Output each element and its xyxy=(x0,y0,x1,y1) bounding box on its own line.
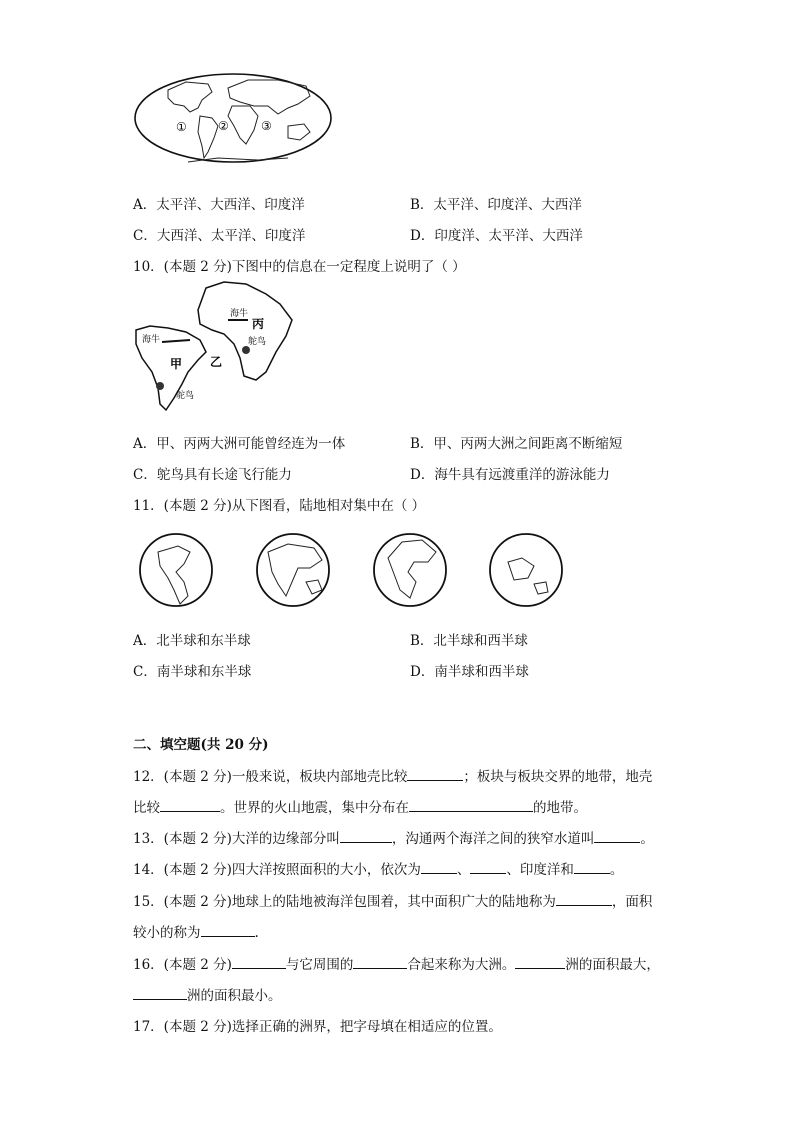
q12-text-1: 12．(本题 2 分)一般来说，板块内部地壳比较 xyxy=(133,769,408,785)
continent-africa xyxy=(228,106,258,144)
continent-north-america xyxy=(168,82,212,112)
globe-1 xyxy=(140,534,212,606)
q11-stem: 11．(本题 2 分)从下图看，陆地相对集中在（ ） xyxy=(133,498,426,514)
q10-option-a[interactable]: A．甲、丙两大洲可能曾经连为一体 xyxy=(133,436,346,452)
label-manatee-1: 海牛 xyxy=(142,335,161,345)
q13-text-2: ，沟通两个海洋之间的狭窄水道叫 xyxy=(391,831,595,847)
q15-line1 xyxy=(133,890,652,910)
q16-blank-1[interactable] xyxy=(232,954,286,969)
q12-blank-2[interactable] xyxy=(160,797,220,812)
q13-blank-1[interactable] xyxy=(340,828,392,843)
ostrich-mark-1 xyxy=(156,382,164,390)
q16-text-3: 合起来称为大洲。 xyxy=(407,957,516,973)
q15-blank-1[interactable] xyxy=(556,891,612,906)
q9-option-b[interactable]: B．太平洋、印度洋、大西洋 xyxy=(410,197,582,213)
q9-option-d[interactable]: D．印度洋、太平洋、大西洋 xyxy=(410,228,583,244)
q16-text-2: 与它周围的 xyxy=(285,957,354,973)
q10-option-c[interactable]: C．鸵鸟具有长途飞行能力 xyxy=(133,467,292,483)
manatee-mark-1 xyxy=(162,340,190,342)
continents-fossil-figure xyxy=(128,280,298,420)
q12-text-3: 比较 xyxy=(133,800,160,816)
q9-option-a[interactable]: A．太平洋、大西洋、印度洋 xyxy=(133,197,305,213)
globe-3 xyxy=(374,534,446,606)
q12-text-4: 。世界的火山地震，集中分布在 xyxy=(220,800,409,816)
hemispheres-figure xyxy=(138,532,568,612)
q16-line2 xyxy=(133,984,282,1004)
q13-text-3: 。 xyxy=(640,831,654,847)
map-label-2: ② xyxy=(218,119,229,133)
q11-option-c[interactable]: C．南半球和东半球 xyxy=(133,664,252,680)
q15-text-3: 较小的称为 xyxy=(133,925,201,941)
label-ostrich-2: 鸵鸟 xyxy=(248,337,267,347)
q9-option-c[interactable]: C．大西洋、太平洋、印度洋 xyxy=(133,228,306,244)
map-label-1: ① xyxy=(176,120,187,134)
q16-blank-2[interactable] xyxy=(353,954,407,969)
q15-text-1: 15．(本题 2 分)地球上的陆地被海洋包围着，其中面积广大的陆地称为 xyxy=(133,894,556,910)
q16-blank-3[interactable] xyxy=(515,954,565,969)
continent-south-america xyxy=(198,116,218,158)
q11-option-d[interactable]: D．南半球和西半球 xyxy=(410,664,529,680)
q14-blank-1[interactable] xyxy=(421,859,457,874)
q14-blank-2[interactable] xyxy=(470,859,506,874)
continent-australia xyxy=(288,124,310,140)
q12-line1 xyxy=(133,765,652,785)
ostrich-mark-2 xyxy=(242,346,250,354)
q12-line2 xyxy=(133,796,587,816)
q10-stem: 10．(本题 2 分)下图中的信息在一定程度上说明了（ ） xyxy=(133,259,466,275)
q12-blank-1[interactable] xyxy=(407,766,463,781)
globe-4 xyxy=(490,534,562,606)
globe-2 xyxy=(257,534,329,606)
q13-blank-2[interactable] xyxy=(594,828,640,843)
q16-text-4: 洲的面积最大， xyxy=(565,957,660,973)
q10-option-d[interactable]: D．海牛具有远渡重洋的游泳能力 xyxy=(410,467,610,483)
section-heading: 二、填空题(共 20 分) xyxy=(133,737,269,753)
label-manatee-2: 海牛 xyxy=(230,309,249,319)
q15-line2 xyxy=(133,921,259,941)
q14-text-2: 、 xyxy=(456,862,471,878)
q14-blank-3[interactable] xyxy=(574,859,610,874)
q11-option-b[interactable]: B．北半球和西半球 xyxy=(410,633,528,649)
q16-text-5: 洲的面积最小。 xyxy=(187,988,282,1004)
q12-text-2: ；板块与板块交界的地带，地壳 xyxy=(463,769,653,785)
label-jia: 甲 xyxy=(170,357,183,371)
q16-text-1: 16．(本题 2 分) xyxy=(133,957,232,973)
label-ostrich-1: 鸵鸟 xyxy=(176,391,195,401)
q12-text-5: 的地带。 xyxy=(533,800,587,816)
q14-line xyxy=(133,858,623,878)
label-yi: 乙 xyxy=(210,355,223,369)
q17-stem: 17．(本题 2 分)选择正确的洲界，把字母填在相适应的位置。 xyxy=(133,1019,502,1035)
q13-line xyxy=(133,827,654,847)
q14-text-3: 、印度洋和 xyxy=(506,862,574,878)
q12-blank-3[interactable] xyxy=(409,797,533,812)
world-map-figure xyxy=(128,68,338,168)
q14-text-1: 14．(本题 2 分)四大洋按照面积的大小，依次为 xyxy=(133,862,421,878)
q10-option-b[interactable]: B．甲、丙两大洲之间距离不断缩短 xyxy=(410,436,623,452)
q16-line1 xyxy=(133,953,660,973)
map-outline xyxy=(135,74,331,162)
q13-text-1: 13．(本题 2 分)大洋的边缘部分叫 xyxy=(133,831,340,847)
map-label-3: ③ xyxy=(261,119,272,133)
q16-blank-4[interactable] xyxy=(133,985,187,1000)
q15-text-4: . xyxy=(254,925,259,941)
q15-blank-2[interactable] xyxy=(201,922,255,937)
q11-option-a[interactable]: A．北半球和东半球 xyxy=(133,633,251,649)
q15-text-2: ，面积 xyxy=(611,894,653,910)
label-bing: 丙 xyxy=(252,317,265,331)
q14-text-4: 。 xyxy=(609,862,624,878)
